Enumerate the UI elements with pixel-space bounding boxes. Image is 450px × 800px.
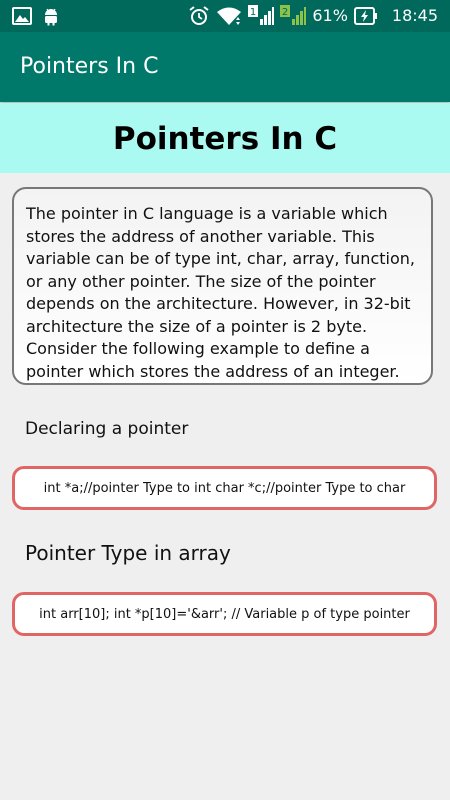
app-title: Pointers In C [20, 54, 159, 79]
header-band [0, 103, 450, 173]
code-box-array [12, 592, 437, 636]
description-card [12, 187, 433, 385]
code-text: int *a;//pointer Type to int char *c;//pointer Type to char [43, 481, 406, 496]
battery-percent: 61% [312, 6, 348, 25]
android-icon [42, 6, 60, 26]
sim1-signal-icon [248, 5, 274, 27]
alarm-icon [188, 5, 210, 27]
section-label-array: Pointer Type in array [25, 541, 231, 565]
svg-text:2: 2 [282, 7, 289, 18]
sim2-signal-icon [280, 5, 306, 27]
code-box-declaring [12, 466, 437, 510]
svg-text:1: 1 [250, 7, 257, 18]
section-label-declaring: Declaring a pointer [25, 419, 189, 439]
code-text: int arr[10]; int *p[10]='&arr'; // Variable p of type pointer [39, 607, 410, 622]
image-icon [12, 7, 32, 25]
status-bar [0, 0, 450, 32]
description-text: The pointer in C language is a variable which stores the address of another variable. This variable can be of type int, char, array, function, or any other pointer. The size of the pointer depends on the architecture. However, in 32-bit architecture the size of a pointer is 2 byte. Consider the following example to define a pointer which stores the address of an integer. [26, 204, 415, 381]
wifi-icon [216, 6, 242, 26]
clock: 18:45 [391, 6, 438, 25]
battery-charging-icon [354, 6, 378, 26]
page-title: Pointers In C [112, 121, 338, 157]
app-bar [0, 32, 450, 102]
